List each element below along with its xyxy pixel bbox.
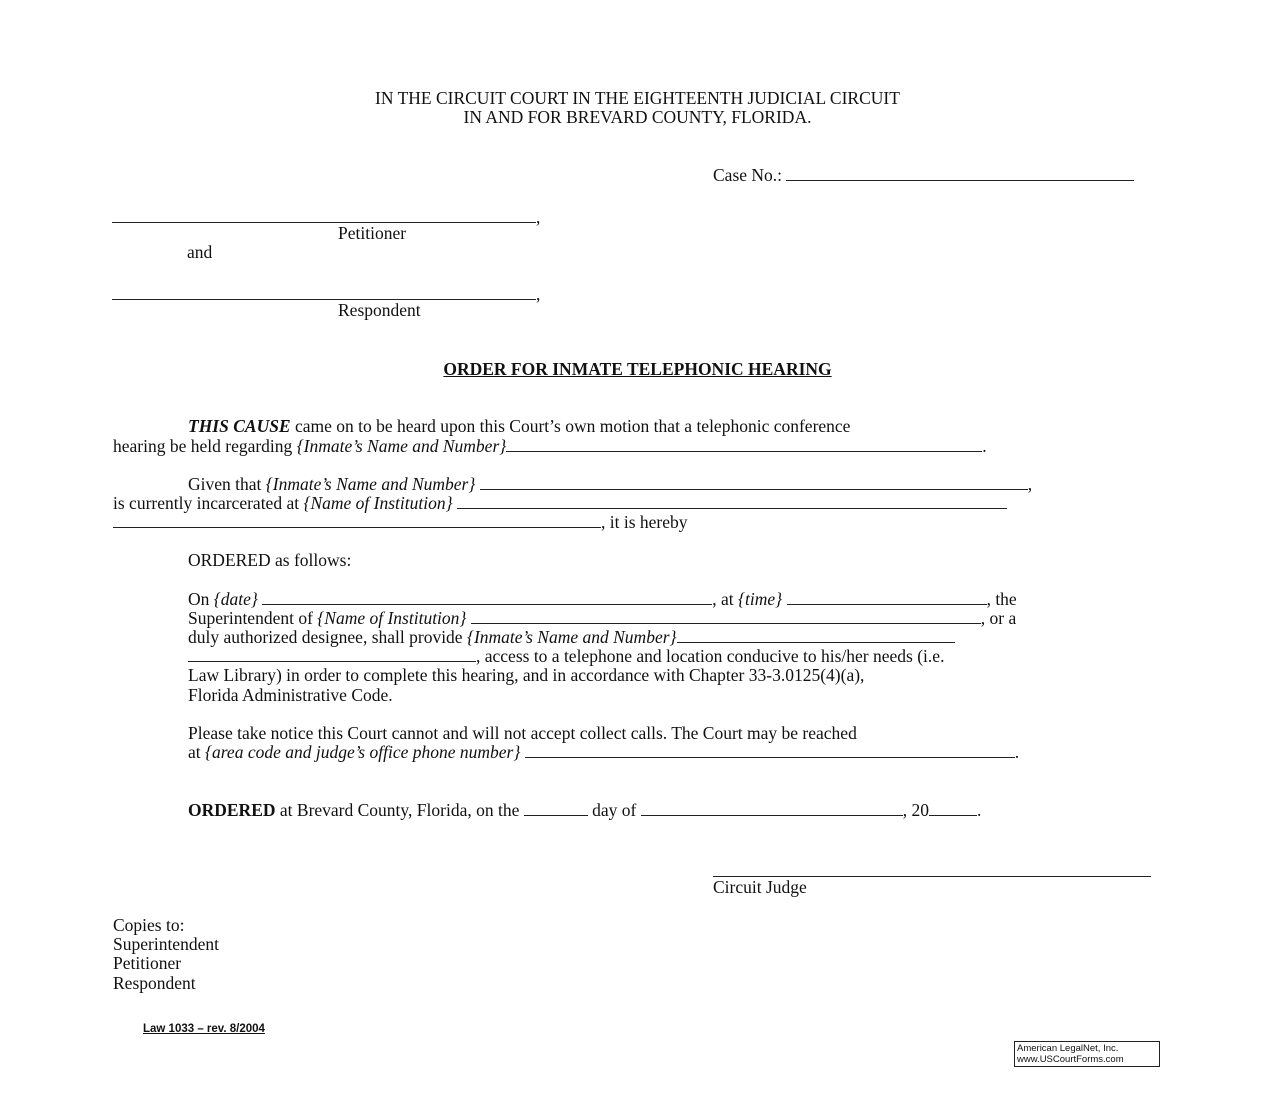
para3-access: , access to a telephone and location conducive to his/her needs (i.e. (476, 646, 945, 666)
para2-given: Given that (188, 474, 266, 494)
stamp-line2: www.USCourtForms.com (1017, 1054, 1124, 1065)
respondent-comma: , (536, 284, 541, 304)
para3-institution-blank[interactable] (471, 609, 981, 624)
para3-institution-label: {Name of Institution} (317, 608, 467, 628)
phone-number-blank[interactable] (525, 743, 1015, 758)
year-blank[interactable] (929, 801, 977, 816)
para1-line2 (113, 437, 987, 456)
para3-line2 (188, 609, 1016, 628)
case-number-blank[interactable] (786, 166, 1134, 181)
date-blank[interactable] (262, 590, 712, 605)
ordered-text: at Brevard County, Florida, on the (275, 800, 524, 820)
para4-line2 (188, 743, 1019, 762)
para2-line2 (113, 494, 1007, 513)
para1-text2: hearing be held regarding (113, 436, 297, 456)
para3-line1 (188, 590, 1017, 609)
para4-at: at (188, 742, 206, 762)
para2-inmate-blank[interactable] (480, 475, 1028, 490)
stamp-line1: American LegalNet, Inc. (1017, 1043, 1119, 1054)
month-blank[interactable] (641, 801, 903, 816)
this-cause-lead: THIS CAUSE (188, 416, 291, 436)
para2-hereby: , it is hereby (601, 512, 688, 532)
para3-line4 (188, 647, 944, 666)
case-number-label: Case No.: (713, 165, 783, 185)
para3-line3 (188, 628, 955, 647)
para2-comma: , (1027, 474, 1033, 494)
para3-on: On (188, 589, 214, 609)
petitioner-label: Petitioner (338, 223, 407, 243)
petitioner-name-blank[interactable] (112, 208, 536, 223)
para3-line5: Law Library) in order to complete this hearing, and in accordance with Chapter 33-3.0125(4)(a), (188, 665, 865, 685)
para2-inmate-field-label: {Inmate’s Name and Number} (265, 474, 476, 494)
form-code: Law 1033 – rev. 8/2004 (143, 1023, 265, 1035)
time-blank[interactable] (787, 590, 987, 605)
para3-superintendent: Superintendent of (188, 608, 318, 628)
court-header-line1: IN THE CIRCUIT COURT IN THE EIGHTEENTH JUDICIAL CIRCUIT (375, 88, 900, 108)
respondent-label: Respondent (338, 300, 421, 320)
para3-or-a: , or a (980, 608, 1017, 628)
para3-line6: Florida Administrative Code. (188, 685, 393, 705)
para4-period: . (1014, 742, 1020, 762)
para3-inmate-label: {Inmate’s Name and Number} (466, 627, 677, 647)
para2-institution-blank[interactable] (457, 494, 1007, 509)
para3-date-label: {date} (213, 589, 258, 609)
copies-item: Superintendent (113, 934, 219, 954)
para1-line1 (188, 417, 850, 436)
ordered-day-of: day of (587, 800, 641, 820)
ordered-line (188, 801, 981, 820)
para2-line1 (188, 475, 1032, 494)
court-header-line2: IN AND FOR BREVARD COUNTY, FLORIDA. (463, 107, 812, 127)
para3-designee: duly authorized designee, shall provide (188, 627, 467, 647)
para3-at: , at (712, 589, 739, 609)
para1-period: . (982, 436, 987, 456)
para3-inmate-blank-cont[interactable] (188, 647, 476, 662)
day-blank[interactable] (524, 801, 588, 816)
copies-to-label: Copies to: (113, 915, 185, 935)
case-number-field (713, 166, 1134, 185)
respondent-line (112, 285, 540, 304)
para2-institution-blank-cont[interactable] (113, 513, 601, 528)
document-title: ORDER FOR INMATE TELEPHONIC HEARING (443, 359, 832, 379)
para1-text1: came on to be heard upon this Court’s own motion that a telephonic conference (290, 416, 851, 436)
para1-inmate-field-label: {Inmate’s Name and Number} (296, 436, 507, 456)
and-label: and (187, 242, 213, 262)
ordered-period: . (976, 800, 982, 820)
ordered-as-follows: ORDERED as follows: (188, 550, 352, 570)
publisher-stamp (1014, 1041, 1160, 1067)
para2-line3 (113, 513, 688, 532)
respondent-name-blank[interactable] (112, 285, 536, 300)
petitioner-comma: , (536, 207, 541, 227)
para3-the: , the (986, 589, 1017, 609)
circuit-judge-label: Circuit Judge (713, 877, 807, 897)
para2-incarcerated: is currently incarcerated at (113, 493, 304, 513)
para4-phone-label: {area code and judge’s office phone number} (205, 742, 521, 762)
copies-item: Petitioner (113, 953, 182, 973)
para3-time-label: {time} (738, 589, 783, 609)
ordered-lead: ORDERED (188, 800, 276, 820)
para3-inmate-blank[interactable] (677, 628, 955, 643)
ordered-year-prefix: , 20 (902, 800, 929, 820)
para1-inmate-blank[interactable] (506, 437, 982, 452)
petitioner-line (112, 208, 540, 227)
copies-item: Respondent (113, 973, 196, 993)
para4-line1: Please take notice this Court cannot and will not accept collect calls. The Court may be reached (188, 723, 857, 743)
para2-institution-field-label: {Name of Institution} (303, 493, 453, 513)
